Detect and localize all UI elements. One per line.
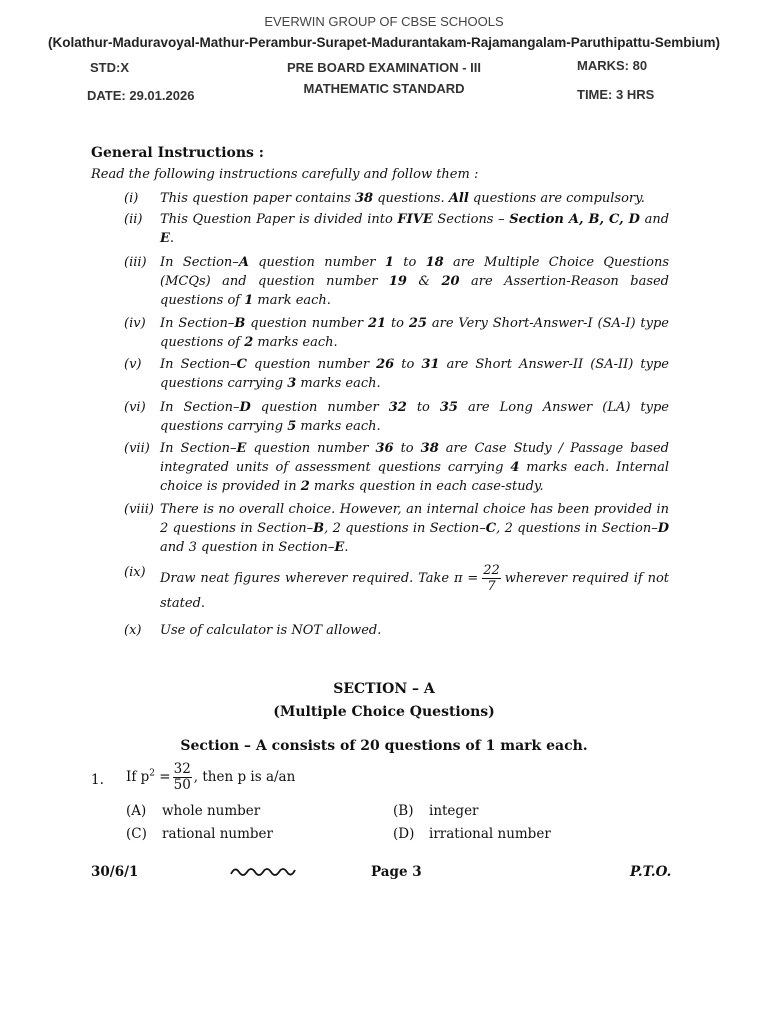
subject-name: MATHEMATIC STANDARD [303,81,465,96]
equals-sign: = [155,769,171,785]
instruction-fragment: , 2 questions in Section– [496,521,658,536]
wave-ornament-icon [229,865,297,879]
instruction-item [124,621,669,640]
instruction-fragment: In Section– [160,316,235,331]
instruction-item [124,563,669,613]
instruction-fragment: There is no overall choice. However, an internal choice has been provided in 2 questions in Section– [160,502,669,536]
question-text: If p [126,769,150,785]
instruction-text [160,500,669,557]
option-text: rational number [162,826,273,842]
instruction-fragment: to [406,400,440,415]
instruction-emphasis: 38 [420,441,439,456]
instruction-number: (i) [124,191,139,206]
instruction-fragment: questions are compulsory. [468,191,645,206]
instruction-fragment: In Section– [160,400,240,415]
instruction-fragment: In Section– [160,357,237,372]
instruction-item [124,253,669,310]
instruction-text: Draw neat figures wherever required. Take π = [160,571,479,586]
instruction-emphasis: 35 [439,400,458,415]
instruction-fragment: . [169,231,175,246]
instruction-fragment: In Section– [160,441,237,456]
instruction-emphasis: 20 [441,274,460,289]
instruction-fragment: and 3 question in Section– [160,540,335,555]
instruction-text [160,398,669,436]
instruction-fragment: are Multiple Choice Questions (MCQs) and question number [160,255,669,289]
paper-code: 30/6/1 [91,864,139,880]
section-subtitle: (Multiple Choice Questions) [273,704,495,720]
time-label: TIME: 3 HRS [577,87,655,102]
instruction-fragment: question number [245,316,368,331]
school-name: EVERWIN GROUP OF CBSE SCHOOLS [264,14,504,29]
instruction-fragment: to [386,316,409,331]
instruction-fragment: In Section– [160,255,239,270]
instruction-text [160,210,669,248]
instruction-emphasis: 1 [244,293,254,308]
instruction-text [160,355,669,393]
option-label: (A) [126,803,147,819]
instruction-fragment: and [639,212,670,227]
instruction-fragment: to [393,441,421,456]
instruction-emphasis: D [239,400,251,415]
instruction-emphasis: E [160,231,170,246]
instruction-item [124,500,669,557]
instruction-fragment: marks question in each case-study. [309,479,544,494]
instruction-item [124,210,669,248]
instruction-emphasis: E [236,441,247,456]
question-number: 1. [91,772,104,788]
instruction-number: (x) [124,623,142,638]
instruction-emphasis: All [448,191,469,206]
instruction-fragment: marks each. [253,335,338,350]
instruction-emphasis: A [238,255,249,270]
instruction-emphasis: FIVE [397,212,433,227]
option-b [393,803,479,819]
exponent: 2 [149,768,155,779]
instruction-fragment: question number [246,357,377,372]
instruction-number: (ii) [124,212,143,227]
instruction-number: (iii) [124,255,147,270]
instruction-emphasis: C [485,521,497,536]
instruction-item [124,398,669,436]
instruction-emphasis: 2 [300,479,310,494]
instruction-fragment: to [393,255,426,270]
fraction-denominator: 7 [487,579,496,594]
instruction-text: Use of calculator is NOT allowed. [160,623,382,638]
instruction-fragment: , 2 questions in Section– [324,521,486,536]
instruction-number: (vi) [124,400,146,415]
option-c [126,826,273,842]
instruction-emphasis: 19 [388,274,407,289]
instruction-item [124,189,669,208]
instruction-text [160,253,669,310]
date-label: DATE: 29.01.2026 [87,88,195,103]
instruction-text [160,314,669,352]
option-text: integer [429,803,479,819]
fraction-denominator: 50 [173,777,191,793]
pi-fraction [482,563,501,594]
instruction-text [160,189,669,208]
section-title: SECTION – A [333,681,435,697]
instruction-fragment: are Short Answer-II (SA-II) type questions carrying [160,357,669,391]
instructions-title: General Instructions : [91,145,264,161]
instruction-emphasis: 4 [510,460,520,475]
instruction-emphasis: 21 [367,316,387,331]
instruction-number: (viii) [124,502,154,517]
instruction-number: (iv) [124,316,146,331]
instruction-emphasis: B [234,316,246,331]
option-label: (D) [393,826,415,842]
instruction-emphasis: 32 [388,400,407,415]
std-label: STD:X [90,60,129,75]
option-text: irrational number [429,826,551,842]
instruction-fragment: marks each. [296,419,381,434]
instruction-fragment: are Long Answer (LA) type questions carrying [160,400,669,434]
instruction-emphasis: E [334,540,345,555]
instruction-fragment: & [406,274,442,289]
instruction-fragment: question number [248,255,385,270]
instruction-fragment: are Very Short-Answer-I (SA-I) type questions of [160,316,669,350]
instruction-fragment: question number [250,400,389,415]
exam-name: PRE BOARD EXAMINATION - III [286,60,482,75]
question-stem [126,762,295,793]
instruction-emphasis: 2 [244,335,254,350]
instruction-fragment: This Question Paper is divided into [160,212,398,227]
section-note: Section – A consists of 20 questions of 1 mark each. [180,738,588,754]
fraction-numerator: 22 [483,563,500,578]
instruction-emphasis: Section A, B, C, D [509,212,640,227]
instruction-emphasis: D [657,521,669,536]
instruction-emphasis: 31 [421,357,440,372]
option-d [393,826,551,842]
instruction-fragment: marks each. [296,376,381,391]
instruction-emphasis: 3 [287,376,297,391]
instruction-emphasis: 36 [375,441,394,456]
instruction-emphasis: B [313,521,325,536]
instruction-number: (ix) [124,565,146,580]
instruction-fragment: questions. [373,191,449,206]
instruction-fragment: are Assertion-Reason based questions of [160,274,670,308]
fraction-numerator: 32 [173,761,191,777]
question-text: , then p is a/an [193,769,296,785]
instruction-number: (vii) [124,441,150,456]
instruction-fragment: are Case Study / Passage based integrated units of assessment questions carrying [160,441,669,475]
instruction-emphasis: C [236,357,247,372]
instruction-emphasis: 18 [425,255,444,270]
instruction-emphasis: 25 [408,316,427,331]
option-label: (B) [393,803,414,819]
page-number: Page 3 [371,864,422,880]
instruction-emphasis: 26 [376,357,395,372]
option-text: whole number [162,803,261,819]
instruction-fragment: to [394,357,422,372]
instruction-item [124,439,669,496]
instruction-fragment: This question paper contains [160,191,355,206]
instruction-emphasis: 38 [355,191,374,206]
instruction-text: wherever required if not stated. [160,571,669,611]
instruction-emphasis: 5 [287,419,297,434]
instruction-item [124,355,669,393]
instructions-intro: Read the following instructions carefully and follow them : [91,167,479,182]
option-label: (C) [126,826,147,842]
question-fraction [173,762,192,793]
instruction-fragment: Sections – [432,212,510,227]
instruction-fragment: marks each. Internal choice is provided in [160,460,670,494]
option-a [126,803,260,819]
instruction-fragment: question number [246,441,376,456]
marks-label: MARKS: 80 [577,58,648,73]
instruction-fragment: mark each. [253,293,331,308]
instruction-item [124,314,669,352]
instruction-fragment: . [344,540,349,555]
branch-list: (Kolathur-Maduravoyal-Mathur-Perambur-Surapet-Madurantakam-Rajamangalam-Paruthipattu-Sembium) [47,35,721,50]
instruction-number: (v) [124,357,142,372]
instruction-text [160,439,669,496]
instruction-emphasis: 1 [384,255,394,270]
pto-label: P.T.O. [630,864,672,880]
